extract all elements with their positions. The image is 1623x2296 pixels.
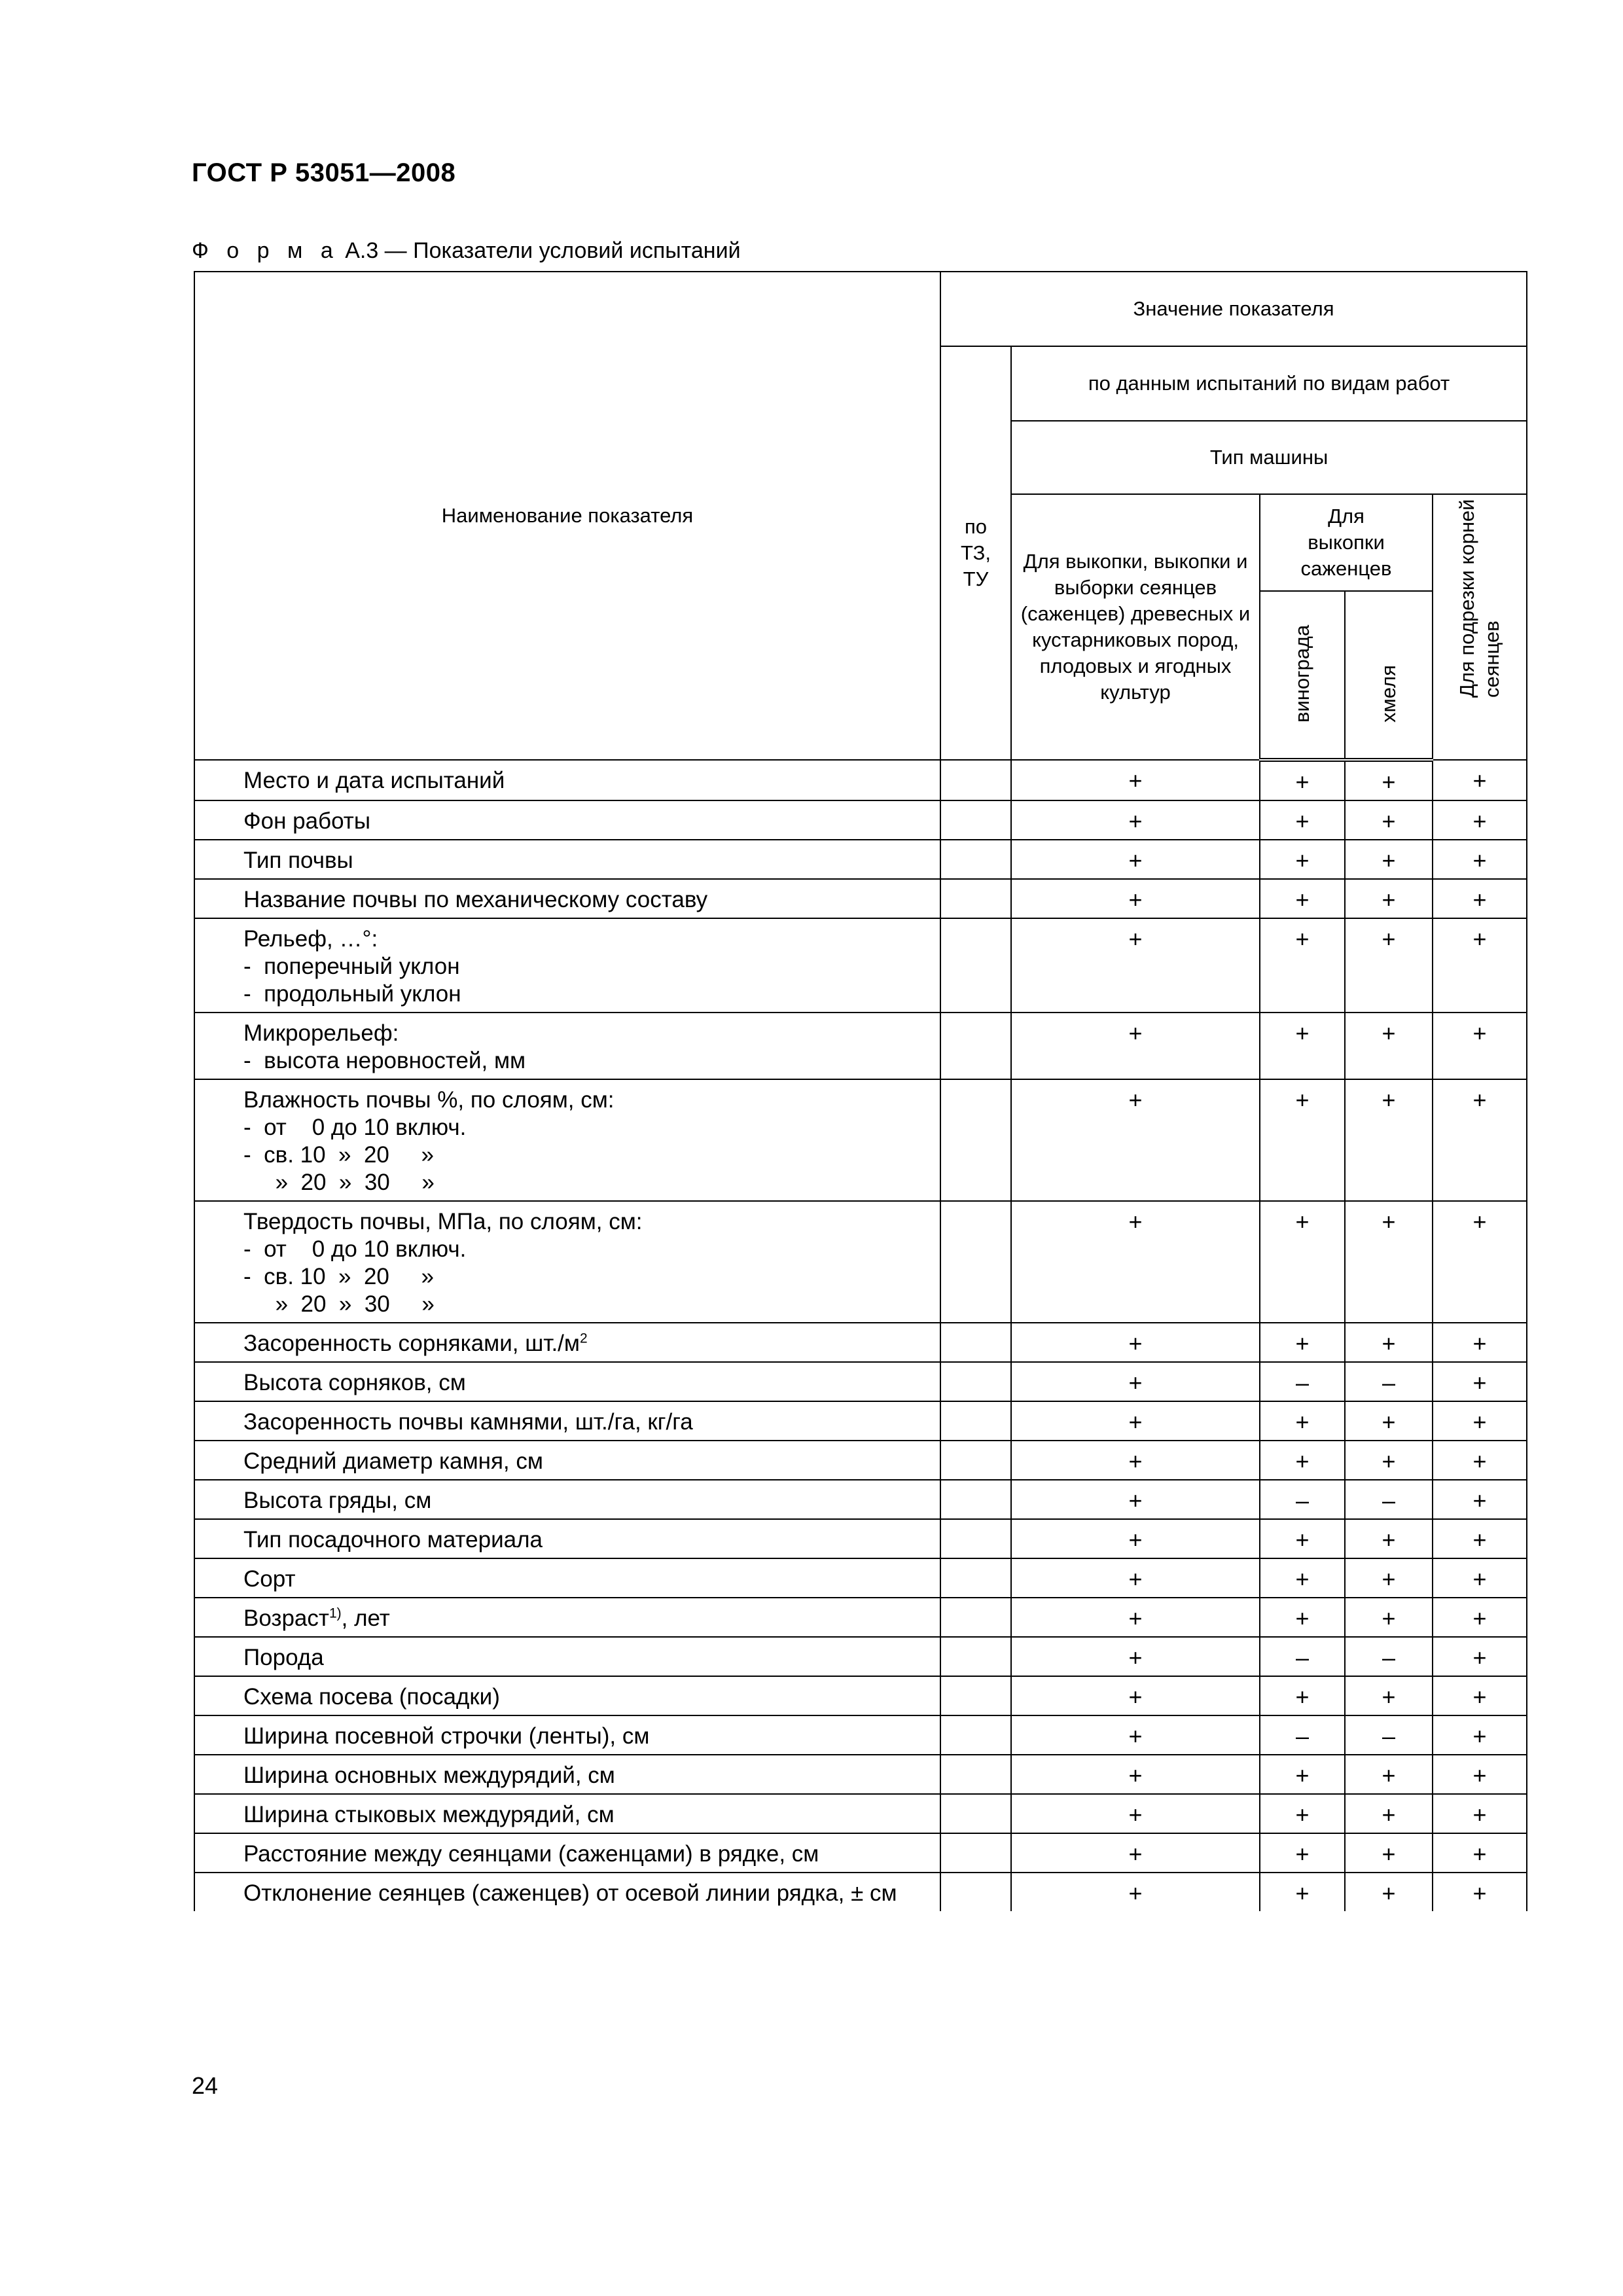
mark-cell: +	[1011, 1558, 1260, 1598]
indicator-name	[194, 918, 940, 1013]
indicator-line: - от 0 до 10 включ.	[243, 1115, 467, 1140]
indicator-line: - св. 10 » 20 »	[243, 1264, 434, 1289]
indicator-line: Средний диаметр камня, см	[243, 1448, 543, 1474]
mark-cell: +	[1011, 1480, 1260, 1519]
table-row	[194, 1715, 1527, 1755]
mark-cell: +	[1433, 800, 1527, 840]
indicator-suffix: , лет	[341, 1605, 390, 1631]
mark-cell: –	[1345, 1637, 1433, 1676]
indicator-name	[194, 879, 940, 918]
indicator-line: Влажность почвы %, по слоям, см:	[243, 1087, 615, 1113]
header-hops-label: хмеля	[1377, 665, 1400, 723]
mark-cell: +	[1433, 879, 1527, 918]
table-row	[194, 1558, 1527, 1598]
by-tz-cell	[940, 1013, 1011, 1079]
mark-cell: +	[1433, 1201, 1527, 1323]
by-tz-cell	[940, 1201, 1011, 1323]
by-tz-cell	[940, 1558, 1011, 1598]
header-indicator-name: Наименование показателя	[194, 272, 940, 760]
indicator-name	[194, 1755, 940, 1794]
mark-cell: +	[1345, 840, 1433, 879]
indicator-line: Порода	[243, 1645, 324, 1670]
mark-cell: –	[1260, 1715, 1345, 1755]
indicator-name	[194, 1833, 940, 1873]
form-caption	[192, 238, 741, 264]
indicator-name	[194, 1676, 940, 1715]
form-caption-text: А.3 — Показатели условий испытаний	[345, 238, 741, 263]
table-row	[194, 1794, 1527, 1833]
by-tz-cell	[940, 800, 1011, 840]
indicator-name	[194, 1362, 940, 1401]
header-root-cutting-line2: сеянцев	[1480, 620, 1504, 698]
mark-cell: +	[1433, 1013, 1527, 1079]
mark-cell: +	[1011, 1598, 1260, 1637]
indicator-name	[194, 1441, 940, 1480]
indicator-name	[194, 800, 940, 840]
indicator-line: - св. 10 » 20 »	[243, 1142, 434, 1168]
mark-cell: +	[1345, 918, 1433, 1013]
mark-cell: +	[1011, 1873, 1260, 1911]
mark-cell: +	[1433, 1755, 1527, 1794]
indicator-name	[194, 1401, 940, 1441]
indicator-line: Тип посадочного материала	[243, 1527, 543, 1552]
mark-cell: +	[1345, 879, 1433, 918]
indicator-line: Место и дата испытаний	[243, 768, 505, 793]
by-tz-cell	[940, 1401, 1011, 1441]
indicator-line: - от 0 до 10 включ.	[243, 1236, 467, 1262]
indicator-line: Микрорельеф:	[243, 1020, 399, 1046]
by-tz-cell	[940, 1676, 1011, 1715]
mark-cell: +	[1260, 1833, 1345, 1873]
mark-cell: +	[1011, 1013, 1260, 1079]
mark-cell: +	[1433, 760, 1527, 800]
table-row	[194, 1401, 1527, 1441]
mark-cell: +	[1345, 1519, 1433, 1558]
mark-cell: +	[1433, 1676, 1527, 1715]
mark-cell: +	[1011, 1362, 1260, 1401]
mark-cell: +	[1260, 760, 1345, 800]
mark-cell: +	[1433, 918, 1527, 1013]
indicator-name	[194, 1558, 940, 1598]
mark-cell: +	[1011, 1676, 1260, 1715]
mark-cell: +	[1433, 1401, 1527, 1441]
table-row	[194, 1519, 1527, 1558]
mark-cell: –	[1345, 1362, 1433, 1401]
mark-cell: +	[1433, 1637, 1527, 1676]
mark-cell: +	[1433, 1833, 1527, 1873]
mark-cell: +	[1011, 1079, 1260, 1201]
mark-cell: +	[1345, 1323, 1433, 1362]
header-grape-label: винограда	[1291, 624, 1313, 723]
table-row	[194, 760, 1527, 800]
document-header: ГОСТ Р 53051—2008	[192, 158, 456, 187]
superscript: 2	[579, 1331, 588, 1346]
mark-cell: +	[1433, 1715, 1527, 1755]
mark-cell: +	[1433, 1362, 1527, 1401]
mark-cell: +	[1260, 918, 1345, 1013]
page-number: 24	[192, 2072, 219, 2099]
indicator-line: Рельеф, …°:	[243, 926, 378, 952]
indicator-line: » 20 » 30 »	[243, 1170, 435, 1195]
mark-cell: +	[1011, 1201, 1260, 1323]
by-tz-cell	[940, 918, 1011, 1013]
indicator-line: Тип почвы	[243, 848, 353, 873]
by-tz-cell	[940, 1519, 1011, 1558]
indicator-line: Название почвы по механическому составу	[243, 887, 708, 912]
mark-cell: +	[1011, 840, 1260, 879]
mark-cell: +	[1260, 1201, 1345, 1323]
indicator-name	[194, 1637, 940, 1676]
by-tz-cell	[940, 1755, 1011, 1794]
mark-cell: +	[1260, 1323, 1345, 1362]
mark-cell: +	[1433, 1323, 1527, 1362]
header-by-tests: по данным испытаний по видам работ	[1011, 346, 1527, 421]
mark-cell: –	[1345, 1715, 1433, 1755]
mark-cell: –	[1260, 1480, 1345, 1519]
mark-cell: +	[1260, 1755, 1345, 1794]
header-seedlings-digging: Для выкопки, выкопки и выборки сеянцев (саженцев) древесных и кустарниковых пород, плодовых и ягодных культур	[1011, 494, 1260, 760]
table-row	[194, 840, 1527, 879]
indicator-line: Схема посева (посадки)	[243, 1684, 500, 1710]
superscript: 1)	[329, 1605, 342, 1621]
mark-cell: +	[1345, 1794, 1433, 1833]
indicator-line: - продольный уклон	[243, 981, 461, 1007]
mark-cell: +	[1260, 1558, 1345, 1598]
mark-cell: +	[1433, 1480, 1527, 1519]
by-tz-cell	[940, 840, 1011, 879]
by-tz-cell	[940, 1441, 1011, 1480]
mark-cell: +	[1260, 840, 1345, 879]
mark-cell: +	[1345, 1873, 1433, 1911]
mark-cell: +	[1011, 879, 1260, 918]
table-row	[194, 1755, 1527, 1794]
mark-cell: +	[1260, 800, 1345, 840]
mark-cell: +	[1345, 1755, 1433, 1794]
mark-cell: +	[1011, 1519, 1260, 1558]
table-row	[194, 1323, 1527, 1362]
mark-cell: +	[1260, 1598, 1345, 1637]
mark-cell: +	[1011, 1833, 1260, 1873]
indicator-name	[194, 1873, 940, 1911]
mark-cell: +	[1345, 1079, 1433, 1201]
by-tz-cell	[940, 1323, 1011, 1362]
indicator-name	[194, 1079, 940, 1201]
mark-cell: +	[1433, 1558, 1527, 1598]
by-tz-cell	[940, 1637, 1011, 1676]
mark-cell: +	[1011, 1401, 1260, 1441]
table-row	[194, 1833, 1527, 1873]
mark-cell: +	[1011, 1715, 1260, 1755]
table-row	[194, 1598, 1527, 1637]
mark-cell: +	[1260, 1013, 1345, 1079]
header-root-cutting-line1: Для подрезки корней	[1455, 499, 1479, 698]
mark-cell: +	[1433, 840, 1527, 879]
mark-cell: +	[1345, 1558, 1433, 1598]
table-row	[194, 1873, 1527, 1911]
table-row	[194, 1201, 1527, 1323]
mark-cell: –	[1260, 1362, 1345, 1401]
indicator-name	[194, 1519, 940, 1558]
by-tz-cell	[940, 1362, 1011, 1401]
mark-cell: +	[1433, 1441, 1527, 1480]
indicator-line: Сорт	[243, 1566, 296, 1592]
header-root-cutting	[1433, 494, 1527, 760]
table-row	[194, 918, 1527, 1013]
mark-cell: +	[1011, 1637, 1260, 1676]
mark-cell: +	[1345, 1676, 1433, 1715]
mark-cell: +	[1260, 1519, 1345, 1558]
form-word: Ф о р м а	[192, 238, 339, 263]
mark-cell: +	[1011, 1794, 1260, 1833]
header-saplings-digging: Для выкопки саженцев	[1260, 494, 1433, 591]
mark-cell: –	[1260, 1637, 1345, 1676]
header-by-tz: по ТЗ, ТУ	[940, 346, 1011, 760]
table-row	[194, 1676, 1527, 1715]
mark-cell: +	[1345, 800, 1433, 840]
table-row	[194, 879, 1527, 918]
mark-cell: +	[1011, 800, 1260, 840]
mark-cell: +	[1260, 1794, 1345, 1833]
indicator-name	[194, 1715, 940, 1755]
mark-cell: +	[1433, 1873, 1527, 1911]
mark-cell: +	[1011, 918, 1260, 1013]
mark-cell: +	[1011, 1441, 1260, 1480]
indicator-line: Ширина стыковых междурядий, см	[243, 1802, 615, 1827]
indicator-line: Высота гряды, см	[243, 1488, 432, 1513]
table-row	[194, 1637, 1527, 1676]
indicator-name	[194, 1598, 940, 1637]
header-hops	[1345, 591, 1433, 760]
indicator-line: Отклонение сеянцев (саженцев) от осевой линии рядка, ± см	[243, 1880, 897, 1906]
indicator-line-text: Засоренность сорняками, шт./м	[243, 1331, 580, 1356]
mark-cell: +	[1433, 1079, 1527, 1201]
mark-cell: +	[1345, 1441, 1433, 1480]
indicator-line: Засоренность почвы камнями, шт./га, кг/га	[243, 1409, 693, 1435]
by-tz-cell	[940, 1598, 1011, 1637]
indicator-name	[194, 1323, 940, 1362]
indicator-line	[243, 1330, 935, 1357]
header-machine-type: Тип машины	[1011, 421, 1527, 494]
table-row	[194, 1079, 1527, 1201]
indicator-line: Расстояние между сеянцами (саженцами) в рядке, см	[243, 1841, 819, 1867]
by-tz-cell	[940, 879, 1011, 918]
mark-cell: +	[1260, 1401, 1345, 1441]
indicator-name	[194, 1013, 940, 1079]
table-row	[194, 1480, 1527, 1519]
indicator-name	[194, 1794, 940, 1833]
indicator-name	[194, 840, 940, 879]
mark-cell: –	[1345, 1480, 1433, 1519]
header-grape	[1260, 591, 1345, 760]
indicator-name	[194, 760, 940, 800]
indicator-line: Ширина основных междурядий, см	[243, 1763, 615, 1788]
mark-cell: +	[1345, 1013, 1433, 1079]
indicator-line	[243, 1605, 935, 1632]
mark-cell: +	[1433, 1519, 1527, 1558]
indicator-line: » 20 » 30 »	[243, 1291, 435, 1317]
mark-cell: +	[1260, 1441, 1345, 1480]
by-tz-cell	[940, 1715, 1011, 1755]
by-tz-cell	[940, 1833, 1011, 1873]
table-row	[194, 1362, 1527, 1401]
mark-cell: +	[1260, 1676, 1345, 1715]
mark-cell: +	[1260, 1079, 1345, 1201]
mark-cell: +	[1345, 1201, 1433, 1323]
mark-cell: +	[1345, 760, 1433, 800]
mark-cell: +	[1260, 879, 1345, 918]
mark-cell: +	[1433, 1794, 1527, 1833]
indicator-line: Ширина посевной строчки (ленты), см	[243, 1723, 650, 1749]
mark-cell: +	[1011, 1323, 1260, 1362]
header-indicator-value: Значение показателя	[940, 272, 1527, 346]
mark-cell: +	[1260, 1873, 1345, 1911]
indicator-line: Фон работы	[243, 808, 370, 834]
by-tz-cell	[940, 1480, 1011, 1519]
test-conditions-table	[194, 271, 1527, 1911]
indicator-line: - высота неровностей, мм	[243, 1048, 526, 1073]
indicator-line: Твердость почвы, МПа, по слоям, см:	[243, 1209, 643, 1234]
mark-cell: +	[1345, 1598, 1433, 1637]
by-tz-cell	[940, 1873, 1011, 1911]
by-tz-cell	[940, 1794, 1011, 1833]
table-row	[194, 1013, 1527, 1079]
by-tz-cell	[940, 760, 1011, 800]
mark-cell: +	[1433, 1598, 1527, 1637]
table-row	[194, 800, 1527, 840]
indicator-line-text: Возраст	[243, 1605, 329, 1631]
indicator-name	[194, 1480, 940, 1519]
mark-cell: +	[1011, 1755, 1260, 1794]
indicator-line: - поперечный уклон	[243, 954, 460, 979]
indicator-name	[194, 1201, 940, 1323]
by-tz-cell	[940, 1079, 1011, 1201]
mark-cell: +	[1345, 1401, 1433, 1441]
indicator-line: Высота сорняков, см	[243, 1370, 466, 1395]
mark-cell: +	[1011, 760, 1260, 800]
mark-cell: +	[1345, 1833, 1433, 1873]
table-row	[194, 1441, 1527, 1480]
